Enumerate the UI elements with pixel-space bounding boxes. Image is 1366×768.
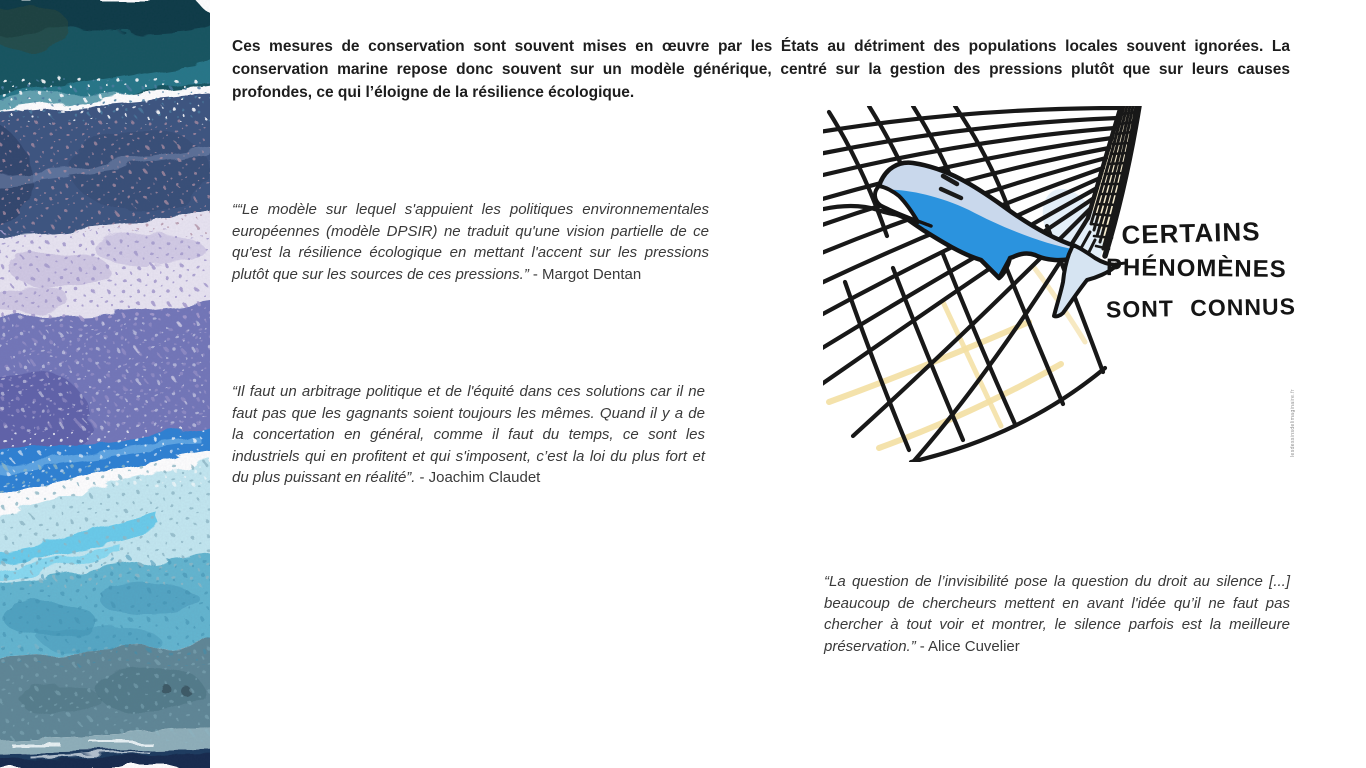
caption-line-1: CERTAINS: [1121, 216, 1261, 250]
whale-in-net-illustration: [823, 106, 1145, 462]
whale-in-net-drawing: [823, 106, 1145, 462]
caption-line-3: SONT CONNUS: [1105, 293, 1297, 323]
watercolor-ocean-band: [0, 0, 210, 768]
quote-author: - Alice Cuvelier: [919, 637, 1020, 655]
illustration-caption: [1105, 216, 1297, 326]
quote-joachim-claudet: [232, 381, 705, 489]
illustration-credit: lesdessinsdelimaginaire.fr: [1290, 389, 1296, 457]
intro-paragraph: Ces mesures de conservation sont souvent mises en œuvre par les États au détriment des populations locales souvent ignorées. La conservation marine repose donc souvent sur un modèle générique, centré sur la gestion des pressions plutôt que sur leurs causes profondes, ce qui l’éloigne de la résilience écologique.: [232, 37, 1290, 101]
caption-line-2: PHÉNOMÈNES: [1105, 254, 1287, 284]
quote-author: - Joachim Claudet: [419, 469, 541, 486]
quote-margot-dentan: [232, 199, 709, 285]
quote-text: ““Le modèle sur lequel s'appuient les politiques environnementales européennes (modèle DPSIR) ne traduit qu'une vision partielle de ce qu'est la résilience écologique en mettant l'accent sur les pressions plutôt que sur les sources de ces pressions.”: [232, 201, 709, 283]
quote-text: “La question de l’invisibilité pose la question du droit au silence [...] beaucoup de chercheurs mettent en avant l'idée qu’il ne faut pas chercher à tout voir et montrer, le silence parfois est la meilleure préservation.”: [824, 573, 1290, 655]
quote-alice-cuvelier: [824, 571, 1290, 657]
watercolor-painting: [0, 0, 210, 768]
quote-author: - Margot Dentan: [532, 265, 642, 283]
quote-text: “Il faut un arbitrage politique et de l'équité dans ces solutions car il ne faut pas que les gagnants soient toujours les mêmes. Quand il y a de la concertation en général, comme il faut du temps, ce sont les industriels qui en profitent et qui s'imposent, c’est la loi du plus fort et du plus puissant en réalité”.: [232, 383, 705, 486]
